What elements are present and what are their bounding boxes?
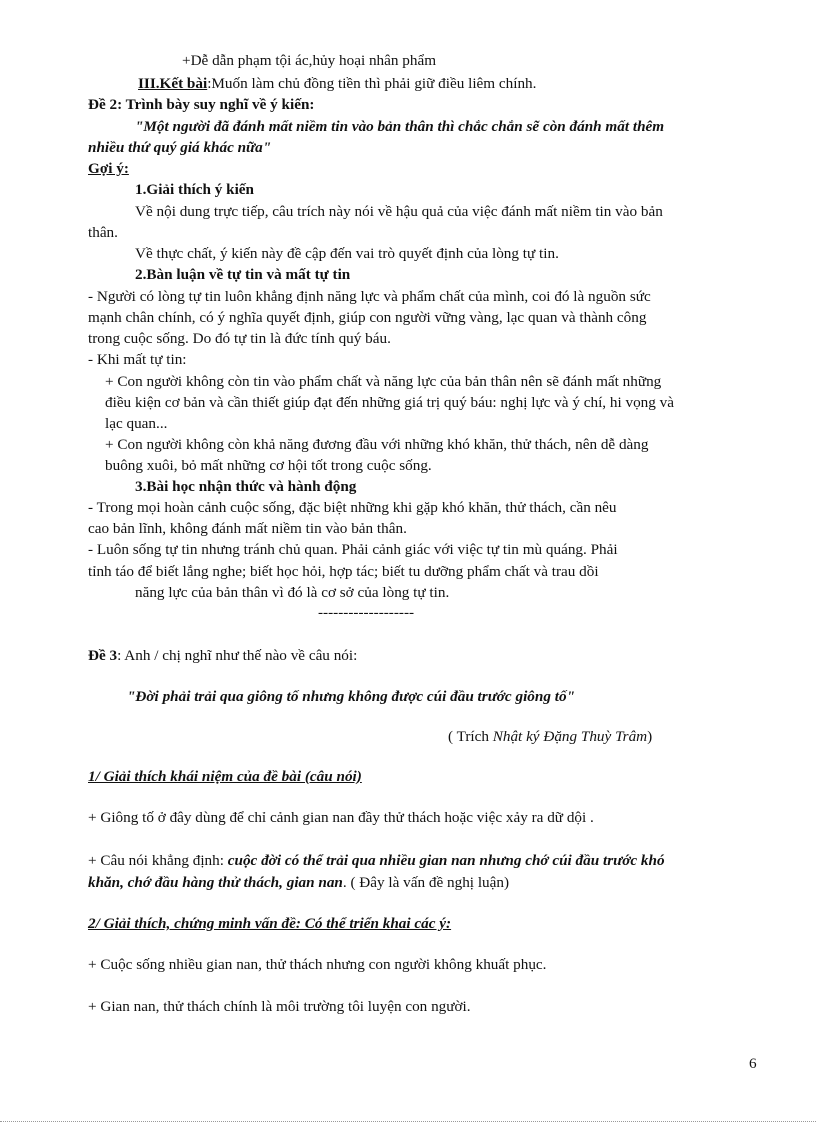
de3-citation <box>448 727 652 747</box>
conclusion-text: :Muốn làm chủ đồng tiền thì phải giữ điều liêm chính. <box>207 75 537 92</box>
de2-quote-line: nhiều thứ quý giá khác nữa" <box>88 139 272 156</box>
citation-close: ) <box>647 728 653 745</box>
text-line: cao bản lĩnh, không đánh mất niềm tin vào bản thân. <box>88 520 407 537</box>
section-heading: 3.Bài học nhận thức và hành động <box>135 478 357 495</box>
de3-label: Đề 3 <box>88 647 118 664</box>
text-line: + Cuộc sống nhiều gian nan, thử thách nhưng con người không khuất phục. <box>88 956 547 973</box>
de3-heading-2: 2/ Giải thích, chứng minh vấn đề: Có thể triển khai các ý: <box>88 915 452 932</box>
text-line: Về thực chất, ý kiến này đề cập đến vai trò quyết định của lòng tự tin. <box>135 245 559 262</box>
page-bottom-divider <box>0 1121 816 1122</box>
citation-open: ( Trích <box>448 728 493 745</box>
page-number: 6 <box>749 1055 757 1072</box>
text-line: - Khi mất tự tin: <box>88 351 187 368</box>
divider-dashes: ------------------- <box>318 604 415 621</box>
p2-end: . ( Đây là vấn đề nghị luận) <box>342 874 510 891</box>
section-heading: 1.Giải thích ý kiến <box>135 181 254 198</box>
goi-y-label: Gợi ý: <box>88 160 129 177</box>
section-heading: 2.Bàn luận về tự tin và mất tự tin <box>135 266 351 283</box>
p2-emphasis: khăn, chớ đầu hàng thử thách, gian nan <box>88 874 343 891</box>
de3-title <box>88 646 357 666</box>
text-line: Về nội dung trực tiếp, câu trích này nói về hậu quả của việc đánh mất niềm tin vào bản <box>135 203 663 220</box>
conclusion-label: III.Kết bài <box>138 75 208 92</box>
text-line: +Dễ dẫn phạm tội ác,hủy hoại nhân phẩm <box>182 52 437 69</box>
text-line <box>88 851 665 871</box>
text-line: - Luôn sống tự tin nhưng tránh chủ quan. Phải cảnh giác với việc tự tin mù quáng. Phải <box>88 541 618 558</box>
de2-title: Đề 2: Trình bày suy nghĩ về ý kiến: <box>88 96 315 113</box>
citation-book: Nhật ký Đặng Thuỳ Trâm <box>492 728 648 745</box>
de3-quote: "Đời phải trải qua giông tố nhưng không được cúi đầu trước giông tố" <box>127 688 575 705</box>
text-line: + Gian nan, thử thách chính là môi trường tôi luyện con người. <box>88 998 471 1015</box>
text-line: - Trong mọi hoàn cảnh cuộc sống, đặc biệt những khi gặp khó khăn, thử thách, cần nêu <box>88 499 617 516</box>
text-line: mạnh chân chính, có ý nghĩa quyết định, giúp con người vững vàng, lạc quan và thành công <box>88 309 647 326</box>
conclusion-line <box>138 74 536 94</box>
de3-title-text: : Anh / chị nghĩ như thế nào về câu nói: <box>117 647 358 664</box>
text-line: lạc quan... <box>105 415 168 432</box>
text-line: + Con người không còn khả năng đương đầu với những khó khăn, thử thách, nên dễ dàng <box>105 436 649 453</box>
text-line <box>88 873 509 893</box>
text-line: năng lực của bản thân vì đó là cơ sở của lòng tự tin. <box>135 584 450 601</box>
p2-start: + Câu nói khẳng định: <box>88 852 228 869</box>
text-line: + Con người không còn tin vào phẩm chất và năng lực của bản thân nên sẽ đánh mất những <box>105 373 662 390</box>
text-line: buông xuôi, bỏ mất những cơ hội tốt trong cuộc sống. <box>105 457 432 474</box>
text-line: điều kiện cơ bản và cần thiết giúp đạt đến những giá trị quý báu: nghị lực và ý chí, hi vọng và <box>105 394 674 411</box>
de3-heading-1: 1/ Giải thích khái niệm của đề bài (câu nói) <box>88 768 362 785</box>
text-line: - Người có lòng tự tin luôn khẳng định năng lực và phẩm chất của mình, coi đó là nguồn sức <box>88 288 651 305</box>
p2-emphasis: cuộc đời có thể trải qua nhiều gian nan nhưng chớ cúi đầu trước khó <box>227 852 665 869</box>
text-line: + Giông tố ở đây dùng để chỉ cảnh gian nan đầy thử thách hoặc việc xảy ra dữ dội . <box>88 809 594 826</box>
text-line: tỉnh táo để biết lắng nghe; biết học hỏi, hợp tác; biết tu dưỡng phẩm chất và trau dồi <box>88 563 599 580</box>
text-line: thân. <box>88 224 118 241</box>
de2-quote-line: "Một người đã đánh mất niềm tin vào bản thân thì chắc chắn sẽ còn đánh mất thêm <box>135 118 665 135</box>
text-line: trong cuộc sống. Do đó tự tin là đức tính quý báu. <box>88 330 391 347</box>
